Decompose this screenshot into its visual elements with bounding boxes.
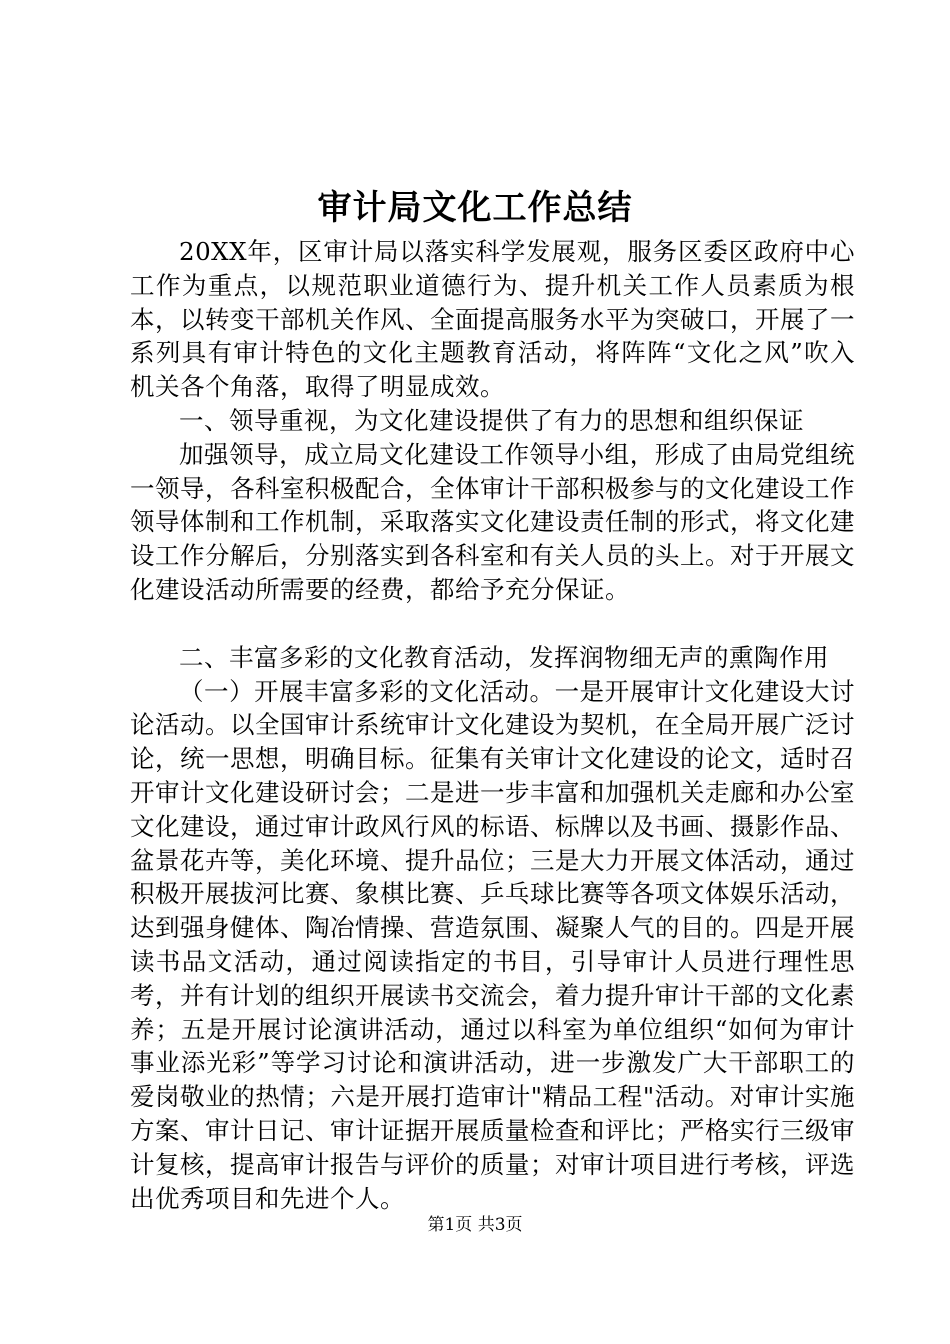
section-body-1: 加强领导，成立局文化建设工作领导小组，形成了由局党组统一领导，各科室积极配合，全体审计干部积极参与的文化建设工作领导体制和工作机制，采取落实文化建设责任制的形式，将文化建设工作分解后，分别落实到各科室和有关人员的头上。对于开展文化建设活动所需要的经费，都给予充分保证。 bbox=[130, 439, 855, 604]
section-heading-1: 一、领导重视，为文化建设提供了有力的思想和组织保证 bbox=[179, 405, 804, 435]
section-heading-2: 二、丰富多彩的文化教育活动，发挥润物细无声的熏陶作用 bbox=[179, 642, 829, 672]
paragraph-gap bbox=[130, 607, 855, 641]
intro-paragraph: 20XX年，区审计局以落实科学发展观，服务区委区政府中心工作为重点，以规范职业道德行为、提升机关工作人员素质为根本，以转变干部机关作风、全面提高服务水平为突破口，开展了一系列具有审计特色的文化主题教育活动，将阵阵“文化之风”吹入机关各个角落，取得了明显成效。 bbox=[130, 237, 855, 402]
document-title: 审计局文化工作总结 bbox=[317, 188, 633, 228]
section-body-2: （一）开展丰富多彩的文化活动。一是开展审计文化建设大讨论活动。以全国审计系统审计文化建设为契机，在全局开展广泛讨论，统一思想，明确目标。征集有关审计文化建设的论文，适时召开审计文化建设研讨会；二是进一步丰富和加强机关走廊和办公室文化建设，通过审计政风行风的标语、标牌以及书画、摄影作品、盆景花卉等，美化环境、提升品位；三是大力开展文体活动，通过积极开展拔河比赛、象棋比赛、乒乓球比赛等各项文体娱乐活动，达到强身健体、陶冶情操、营造氛围、凝聚人气的目的。四是开展读书品文活动，通过阅读指定的书目，引导审计人员进行理性思考，并有计划的组织开展读书交流会，着力提升审计干部的文化素养；五是开展讨论演讲活动，通过以科室为单位组织“如何为审计事业添光彩”等学习讨论和演讲活动，进一步激发广大干部职工的爱岗敬业的热情；六是开展打造审计"精品工程"活动。对审计实施方案、审计日记、审计证据开展质量检查和评比；严格实行三级审计复核，提高审计报告与评价的质量；对审计项目进行考核，评选出优秀项目和先进个人。 bbox=[130, 676, 855, 1213]
document-body bbox=[130, 235, 855, 1215]
page-number-footer: 第1页 共3页 bbox=[427, 1215, 523, 1235]
